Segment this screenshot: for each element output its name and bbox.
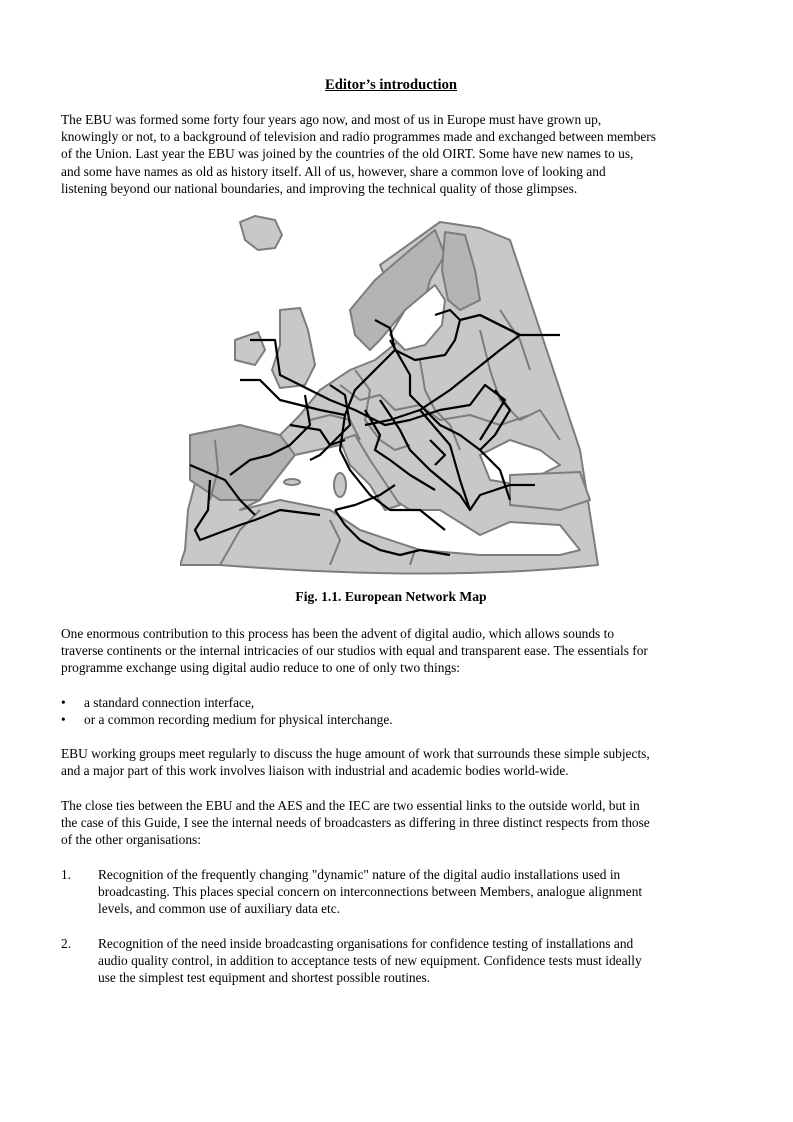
figure-caption: Fig. 1.1. European Network Map bbox=[295, 589, 487, 604]
text-line: the case of this Guide, I see the internal needs of broadcasters as differing in three distinct respects from those bbox=[61, 815, 650, 831]
land-turkey bbox=[510, 472, 590, 510]
numbered-item-text bbox=[98, 935, 728, 987]
text-line: levels, and common use of auxiliary data etc. bbox=[98, 901, 341, 917]
text-line: One enormous contribution to this process has been the advent of digital audio, which allows sounds to bbox=[61, 626, 615, 641]
text-line: knowingly or not, to a background of television and radio programmes made and exchanged between members bbox=[61, 129, 656, 145]
numbered-item-text bbox=[98, 866, 728, 918]
bullet-text: a standard connection interface, bbox=[84, 695, 255, 710]
list-number: 1. bbox=[61, 867, 72, 882]
text-line: Recognition of the frequently changing "dynamic" nature of the digital audio installations used in bbox=[98, 867, 621, 882]
bullet-marker: • bbox=[61, 712, 66, 727]
land-ireland bbox=[235, 332, 265, 365]
bullet-marker: • bbox=[61, 695, 66, 710]
page-title-text: Editor’s introduction bbox=[324, 77, 458, 93]
land-iceland bbox=[240, 216, 282, 250]
text-line: Recognition of the need inside broadcasting organisations for confidence testing of installations and bbox=[98, 936, 634, 951]
text-line: The close ties between the EBU and the AES and the IEC are two essential links to the outside world, but in bbox=[61, 798, 640, 813]
paragraph-close-ties bbox=[61, 797, 721, 849]
intro-paragraph bbox=[61, 111, 721, 197]
text-line: of the Union. Last year the EBU was joined by the countries of the old OIRT. Some have new names to us, bbox=[61, 146, 634, 162]
text-line: The EBU was formed some forty four years ago now, and most of us in Europe must have grown up, bbox=[61, 112, 602, 127]
land-balearic bbox=[284, 479, 300, 485]
paragraph-digital-audio bbox=[61, 625, 721, 677]
page-title bbox=[61, 77, 721, 94]
paragraph-working-groups bbox=[61, 745, 721, 779]
text-line: EBU working groups meet regularly to discuss the huge amount of work that surrounds these simple subjects, bbox=[61, 746, 650, 761]
text-line: programme exchange using digital audio reduce to one of only two things: bbox=[61, 660, 461, 676]
text-line: traverse continents or the internal intricacies of our studios with equal and transparent ease. The essentials for bbox=[61, 643, 648, 659]
text-line: listening beyond our national boundaries, and improving the technical quality of those glimpses. bbox=[61, 180, 578, 196]
text-line: and a major part of this work involves liaison with industrial and academic bodies world-wide. bbox=[61, 763, 569, 779]
european-network-map bbox=[180, 210, 600, 580]
text-line: and some have names as old as history itself. All of us, however, share a common love of looking and bbox=[61, 163, 606, 179]
text-line: of the other organisations: bbox=[61, 832, 201, 848]
list-number: 2. bbox=[61, 936, 72, 951]
text-line: audio quality control, in addition to acceptance tests of new equipment. Confidence tests must ideally bbox=[98, 953, 642, 969]
map-land bbox=[180, 216, 598, 574]
land-britain bbox=[272, 308, 315, 388]
bullet-text: or a common recording medium for physical interchange. bbox=[84, 712, 393, 727]
text-line: broadcasting. This places special concern on interconnections between Members, analogue alignment bbox=[98, 884, 643, 900]
land-sardinia bbox=[334, 473, 346, 497]
text-line: use the simplest test equipment and shortest possible routines. bbox=[98, 970, 431, 986]
